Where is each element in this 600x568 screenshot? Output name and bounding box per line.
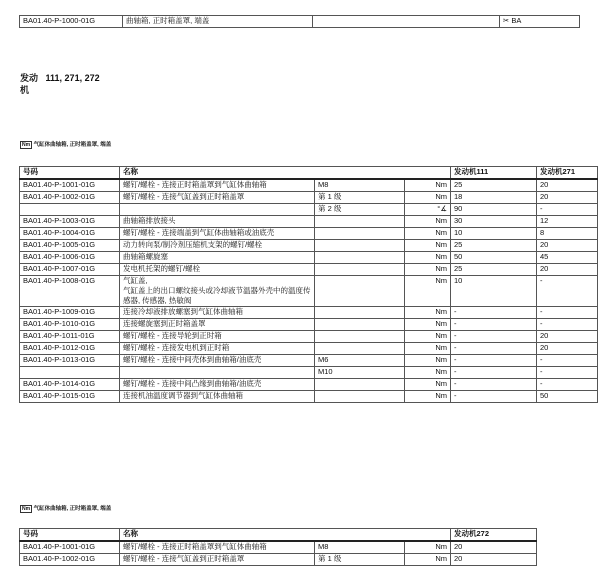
row-name: 发电机托架的螺钉/螺栓 <box>120 264 315 276</box>
row-spec: M8 <box>315 541 405 554</box>
heading-engines: 111, 271, 272 <box>45 73 100 83</box>
row-value-v2: - <box>537 367 598 379</box>
row-value-v1: - <box>451 343 537 355</box>
table-row <box>20 379 598 391</box>
row-spec <box>315 343 405 355</box>
row-name: 螺钉/螺栓 - 连接中间壳体到曲轴箱/油底壳 <box>120 355 315 367</box>
row-unit: Nm <box>405 541 451 554</box>
row-value-v1: 25 <box>451 179 537 192</box>
row-code: BA01.40-P-1011-01G <box>20 331 120 343</box>
row-code: BA01.40-P-1009-01G <box>20 307 120 319</box>
row-spec <box>315 216 405 228</box>
row-code <box>20 204 120 216</box>
row-name: 动力转向泵/制冷剂压缩机支架的螺钉/螺栓 <box>120 240 315 252</box>
top-name: 曲轴箱, 正时箱盖罩, 端盖 <box>123 16 313 28</box>
table-row <box>20 355 598 367</box>
top-ref-link[interactable]: ✂ BA <box>500 16 580 28</box>
row-spec: 第 2 级 <box>315 204 405 216</box>
row-name: 螺钉/螺栓 - 连接正时箱盖罩到气缸体曲轴箱 <box>120 179 315 192</box>
row-name: 螺钉/螺栓 - 连接发电机到正时箱 <box>120 343 315 355</box>
row-spec: 第 1 级 <box>315 554 405 566</box>
row-unit: °∡ <box>405 204 451 216</box>
table-row <box>20 367 598 379</box>
row-value-v1: - <box>451 355 537 367</box>
heading-word1: 发动 <box>20 73 39 83</box>
row-unit: Nm <box>405 216 451 228</box>
row-value-v2: - <box>537 355 598 367</box>
row-spec <box>315 228 405 240</box>
row-unit: Nm <box>405 252 451 264</box>
row-spec: 第 1 级 <box>315 192 405 204</box>
header-name: 名称 <box>120 529 451 542</box>
row-unit: Nm <box>405 554 451 566</box>
row-unit: Nm <box>405 179 451 192</box>
row-unit: Nm <box>405 264 451 276</box>
row-code <box>20 367 120 379</box>
row-name: 螺钉/螺栓 - 连接中间凸缘到曲轴箱/油底壳 <box>120 379 315 391</box>
row-code: BA01.40-P-1014-01G <box>20 379 120 391</box>
row-name: 气缸盖, 气缸盖上的出口螺纹接头或冷却液节温器外壳中的温度传感器, 传感器, 热敏阀 <box>120 276 315 307</box>
table-header-row <box>20 167 598 180</box>
table-row <box>20 228 598 240</box>
row-spec <box>315 331 405 343</box>
row-value-v2: - <box>537 307 598 319</box>
row-spec <box>315 319 405 331</box>
row-value-v1: - <box>451 391 537 403</box>
row-value-v1: 10 <box>451 228 537 240</box>
row-name: 螺钉/螺栓 - 连接气缸盖到正时箱盖罩 <box>120 554 315 566</box>
row-value-v1: - <box>451 307 537 319</box>
row-name: 连接冷却液排放螺塞到气缸体曲轴箱 <box>120 307 315 319</box>
top-reference-table <box>19 15 580 28</box>
table-row <box>20 307 598 319</box>
row-unit: Nm <box>405 319 451 331</box>
row-code: BA01.40-P-1010-01G <box>20 319 120 331</box>
header-name: 名称 <box>120 167 451 180</box>
row-value-v2: - <box>537 276 598 307</box>
row-code: BA01.40-P-1004-01G <box>20 228 120 240</box>
row-unit: Nm <box>405 192 451 204</box>
row-value-v1: - <box>451 319 537 331</box>
row-value-v1: 10 <box>451 276 537 307</box>
row-value-v2: - <box>537 319 598 331</box>
row-code: BA01.40-P-1002-01G <box>20 554 120 566</box>
table-row <box>20 192 598 204</box>
row-unit: Nm <box>405 391 451 403</box>
header-code: 号码 <box>20 529 120 542</box>
row-value-v1: 18 <box>451 192 537 204</box>
row-value-v1: 20 <box>451 541 537 554</box>
section2-text: 气缸体曲轴箱, 正时箱盖罩, 端盖 <box>33 506 112 512</box>
row-value-v1: 20 <box>451 554 537 566</box>
row-code: BA01.40-P-1012-01G <box>20 343 120 355</box>
row-code: BA01.40-P-1005-01G <box>20 240 120 252</box>
row-code: BA01.40-P-1013-01G <box>20 355 120 367</box>
row-spec <box>315 240 405 252</box>
header-engine111: 发动机111 <box>451 167 537 180</box>
row-name <box>120 367 315 379</box>
row-unit: Nm <box>405 379 451 391</box>
row-spec <box>315 252 405 264</box>
row-name: 螺钉/螺栓 - 连接正时箱盖罩到气缸体曲轴箱 <box>120 541 315 554</box>
section1-text: 气缸体曲轴箱, 正时箱盖罩, 端盖 <box>33 142 112 148</box>
row-unit: Nm <box>405 343 451 355</box>
top-reference-row <box>20 16 580 28</box>
torque-table-272 <box>19 528 537 566</box>
row-value-v2: 12 <box>537 216 598 228</box>
row-unit: Nm <box>405 240 451 252</box>
table-row <box>20 216 598 228</box>
table-header-row <box>20 529 537 542</box>
header-engine272: 发动机272 <box>451 529 537 542</box>
row-spec: M8 <box>315 179 405 192</box>
row-value-v2: 20 <box>537 264 598 276</box>
row-code: BA01.40-P-1002-01G <box>20 192 120 204</box>
table-row <box>20 276 598 307</box>
row-name: 螺钉/螺栓 - 连接导轮到正时箱 <box>120 331 315 343</box>
row-name: 螺钉/螺栓 - 连接端盖到气缸体曲轴箱或油底壳 <box>120 228 315 240</box>
row-value-v1: - <box>451 367 537 379</box>
row-unit: Nm <box>405 331 451 343</box>
row-value-v2: 20 <box>537 179 598 192</box>
row-name: 螺钉/螺栓 - 连接气缸盖到正时箱盖罩 <box>120 192 315 204</box>
row-value-v1: 30 <box>451 216 537 228</box>
row-name: 曲轴箱螺旋塞 <box>120 252 315 264</box>
row-code: BA01.40-P-1001-01G <box>20 541 120 554</box>
row-value-v2: 20 <box>537 192 598 204</box>
row-unit: Nm <box>405 276 451 307</box>
row-name: 连接螺旋塞到正时箱盖罩 <box>120 319 315 331</box>
heading-word2: 机 <box>20 85 30 95</box>
row-spec: M6 <box>315 355 405 367</box>
torque-nm-icon: Nm <box>22 141 31 148</box>
torque-nm-icon: Nm <box>22 505 31 512</box>
row-code: BA01.40-P-1003-01G <box>20 216 120 228</box>
engine-heading <box>20 72 100 96</box>
row-code: BA01.40-P-1001-01G <box>20 179 120 192</box>
row-value-v1: - <box>451 331 537 343</box>
row-code: BA01.40-P-1015-01G <box>20 391 120 403</box>
row-spec <box>315 264 405 276</box>
row-value-v2: 20 <box>537 331 598 343</box>
header-code: 号码 <box>20 167 120 180</box>
table-row <box>20 319 598 331</box>
row-value-v1: 25 <box>451 240 537 252</box>
row-spec <box>315 391 405 403</box>
top-code: BA01.40-P-1000-01G <box>20 16 123 28</box>
section2-title <box>20 504 111 513</box>
table-row <box>20 331 598 343</box>
row-spec <box>315 379 405 391</box>
table-row <box>20 240 598 252</box>
header-engine271: 发动机271 <box>537 167 598 180</box>
row-name <box>120 204 315 216</box>
row-spec: M10 <box>315 367 405 379</box>
table-row <box>20 541 537 554</box>
table-row <box>20 252 598 264</box>
table-row <box>20 179 598 192</box>
table-row <box>20 391 598 403</box>
row-code: BA01.40-P-1006-01G <box>20 252 120 264</box>
row-unit: Nm <box>405 228 451 240</box>
row-unit: Nm <box>405 307 451 319</box>
row-value-v2: - <box>537 204 598 216</box>
torque-table-111-271 <box>19 166 598 403</box>
row-value-v1: 25 <box>451 264 537 276</box>
row-value-v2: 20 <box>537 240 598 252</box>
row-code: BA01.40-P-1007-01G <box>20 264 120 276</box>
row-value-v2: 8 <box>537 228 598 240</box>
row-spec <box>315 307 405 319</box>
section1-title <box>20 140 111 149</box>
row-name: 连接机油温度调节器到气缸体曲轴箱 <box>120 391 315 403</box>
table-row <box>20 264 598 276</box>
row-value-v1: 90 <box>451 204 537 216</box>
table-row <box>20 343 598 355</box>
row-name: 曲轴箱排放接头 <box>120 216 315 228</box>
row-value-v1: 50 <box>451 252 537 264</box>
row-value-v1: - <box>451 379 537 391</box>
row-unit: Nm <box>405 367 451 379</box>
row-unit: Nm <box>405 355 451 367</box>
table-row <box>20 204 598 216</box>
row-value-v2: 45 <box>537 252 598 264</box>
row-spec <box>315 276 405 307</box>
row-code: BA01.40-P-1008-01G <box>20 276 120 307</box>
table-row <box>20 554 537 566</box>
row-value-v2: - <box>537 379 598 391</box>
row-value-v2: 50 <box>537 391 598 403</box>
row-value-v2: 20 <box>537 343 598 355</box>
